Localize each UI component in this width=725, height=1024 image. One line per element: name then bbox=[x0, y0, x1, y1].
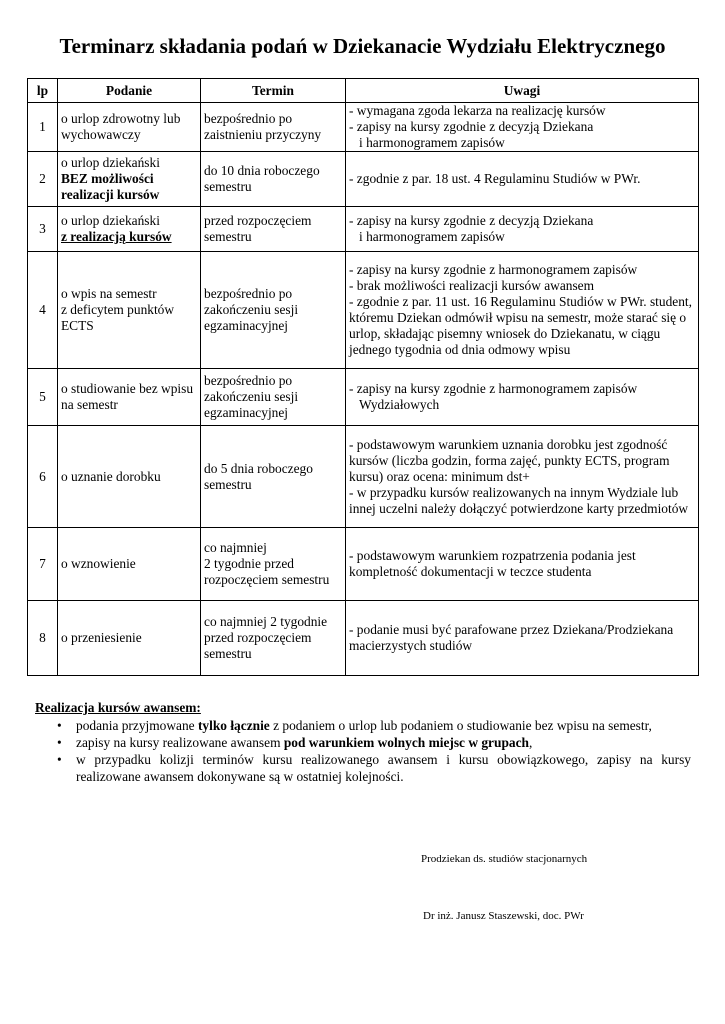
request-cell bbox=[58, 103, 201, 152]
table-row bbox=[28, 369, 699, 426]
remarks-cell bbox=[346, 601, 699, 676]
remarks-cell bbox=[346, 252, 699, 369]
request-cell bbox=[58, 207, 201, 252]
remark-line: - zapisy na kursy zgodnie z harmonogramem zapisów bbox=[349, 262, 638, 277]
remark-line: - podstawowym warunkiem uznania dorobku jest zgodność kursów (liczba godzin, forma zajęć, punkty ECTS, program kursu) oraz ocena: minimum dst+ bbox=[349, 436, 670, 484]
remark-line: - zapisy na kursy zgodnie z decyzją Dziekana bbox=[349, 119, 594, 134]
request-cell bbox=[58, 528, 201, 601]
item-text: z podaniem o urlop lub podaniem o studiowanie bez wpisu na semestr, bbox=[269, 718, 652, 733]
table-row bbox=[28, 528, 699, 601]
deadline-text: przed rozpoczęciem semestru bbox=[204, 213, 312, 244]
header-podanie: Podanie bbox=[58, 79, 201, 103]
remarks-cell bbox=[346, 528, 699, 601]
remark-line: - zgodnie z par. 11 ust. 16 Regulaminu Studiów w PWr. student, któremu Dziekan odmówił wpisu na semestr, może starać się o urlop, składając pisemny wniosek do Dziekanatu, w ciągu jednego tygodnia od dnia odmowy wpisu bbox=[349, 294, 692, 357]
remarks-cell bbox=[346, 369, 699, 426]
request-text: ECTS bbox=[61, 318, 94, 333]
item-text: , bbox=[528, 735, 533, 750]
row-number: 7 bbox=[28, 528, 58, 601]
deadline-cell bbox=[201, 103, 346, 152]
deadline-text: co najmniej bbox=[204, 540, 267, 555]
row-number: 5 bbox=[28, 369, 58, 426]
request-text: o studiowanie bez wpisu na semestr bbox=[61, 381, 194, 412]
request-text: o urlop dziekański bbox=[61, 213, 160, 228]
table-header-row bbox=[28, 79, 699, 103]
table-row bbox=[28, 601, 699, 676]
deadline-cell bbox=[201, 152, 346, 207]
deadline-cell bbox=[201, 207, 346, 252]
remark-line: - w przypadku kursów realizowanych na innym Wydziale lub innej uczelni należy dołączyć potwierdzone karty przedmiotów bbox=[349, 484, 689, 516]
deadline-text: do 5 dnia roboczego semestru bbox=[204, 460, 313, 492]
item-text: zapisy na kursy realizowane awansem bbox=[76, 735, 284, 750]
row-number: 2 bbox=[28, 152, 58, 207]
table-row bbox=[28, 103, 699, 152]
remarks-cell bbox=[346, 103, 699, 152]
deadlines-table bbox=[27, 78, 699, 676]
remarks-cell bbox=[346, 426, 699, 528]
deadline-text: bezpośrednio po zakończeniu sesji egzaminacyjnej bbox=[204, 373, 299, 420]
table-row bbox=[28, 426, 699, 528]
remarks-cell bbox=[346, 207, 699, 252]
bullet-icon: • bbox=[57, 718, 62, 733]
remark-line: - brak możliwości realizacji kursów awansem bbox=[349, 278, 595, 293]
request-text: o wznowienie bbox=[61, 556, 136, 571]
remark-line: - wymagana zgoda lekarza na realizację kursów bbox=[349, 103, 606, 118]
list-item bbox=[35, 734, 691, 751]
page-title: Terminarz składania podań w Dziekanacie Wydziału Elektrycznego bbox=[59, 34, 666, 58]
request-cell bbox=[58, 426, 201, 528]
bullet-icon: • bbox=[57, 735, 62, 750]
row-number: 3 bbox=[28, 207, 58, 252]
request-text-bold: realizacji kursów bbox=[61, 187, 160, 202]
deadline-cell bbox=[201, 252, 346, 369]
deadline-cell bbox=[201, 426, 346, 528]
remarks-cell bbox=[346, 152, 699, 207]
signature-name: Dr inż. Janusz Staszewski, doc. PWr bbox=[423, 910, 584, 922]
header-lp: lp bbox=[28, 79, 58, 103]
request-text: o wpis na semestr bbox=[61, 286, 157, 301]
row-number: 4 bbox=[28, 252, 58, 369]
item-text: w przypadku kolizji terminów kursu realizowanego awansem i kursu obowiązkowego, zapisy na kursy realizowane awansem dokonywane są w ostatniej kolejności. bbox=[76, 752, 691, 784]
list-item bbox=[35, 717, 691, 734]
deadline-cell bbox=[201, 528, 346, 601]
request-cell bbox=[58, 252, 201, 369]
remark-line: i harmonogramem zapisów bbox=[359, 229, 505, 244]
request-text: o urlop dziekański bbox=[61, 155, 160, 170]
header-termin: Termin bbox=[201, 79, 346, 103]
advance-courses-section bbox=[35, 699, 691, 785]
request-text: o uznanie dorobku bbox=[61, 468, 161, 484]
request-cell bbox=[58, 152, 201, 207]
request-text: o przeniesienie bbox=[61, 630, 142, 645]
item-text: podania przyjmowane bbox=[76, 718, 198, 733]
deadline-text: bezpośrednio po zakończeniu sesji egzaminacyjnej bbox=[204, 286, 299, 333]
remark-line: - zgodnie z par. 18 ust. 4 Regulaminu Studiów w PWr. bbox=[349, 171, 641, 186]
deadline-text: do 10 dnia roboczego semestru bbox=[204, 163, 320, 194]
header-uwagi: Uwagi bbox=[346, 79, 699, 103]
item-text-bold: tylko łącznie bbox=[197, 718, 270, 733]
advance-courses-list bbox=[35, 717, 691, 785]
section-title: Realizacja kursów awansem: bbox=[35, 700, 201, 715]
request-text: o urlop zdrowotny lub wychowawczy bbox=[61, 111, 181, 142]
table-row bbox=[28, 207, 699, 252]
remark-line: i harmonogramem zapisów bbox=[359, 135, 505, 150]
deadline-cell bbox=[201, 369, 346, 426]
request-cell bbox=[58, 601, 201, 676]
remark-line: - zapisy na kursy zgodnie z harmonogramem zapisów bbox=[349, 381, 638, 396]
remark-line: - zapisy na kursy zgodnie z decyzją Dziekana bbox=[349, 213, 594, 228]
remark-line: Wydziałowych bbox=[359, 397, 440, 412]
deadline-text: bezpośrednio po zaistnieniu przyczyny bbox=[204, 111, 322, 142]
remark-line: - podstawowym warunkiem rozpatrzenia podania jest kompletność dokumentacji w teczce studenta bbox=[349, 548, 636, 579]
row-number: 1 bbox=[28, 103, 58, 152]
row-number: 6 bbox=[28, 426, 58, 528]
bullet-icon: • bbox=[57, 752, 62, 767]
table-row bbox=[28, 152, 699, 207]
table-row bbox=[28, 252, 699, 369]
deadline-text: co najmniej 2 tygodnie przed rozpoczęciem semestru bbox=[204, 614, 328, 661]
signature-role: Prodziekan ds. studiów stacjonarnych bbox=[421, 853, 588, 865]
remark-line: - podanie musi być parafowane przez Dziekana/Prodziekana macierzystych studiów bbox=[349, 622, 674, 653]
request-text-bold: z realizacją kursów bbox=[61, 229, 172, 244]
deadline-cell bbox=[201, 601, 346, 676]
request-text-bold: BEZ możliwości bbox=[61, 171, 154, 186]
list-item bbox=[35, 751, 691, 785]
request-cell bbox=[58, 369, 201, 426]
item-text-bold: pod warunkiem wolnych miejsc w grupach bbox=[283, 735, 529, 750]
row-number: 8 bbox=[28, 601, 58, 676]
request-text: z deficytem punktów bbox=[61, 302, 175, 317]
deadline-text: 2 tygodnie przed rozpoczęciem semestru bbox=[204, 556, 330, 587]
